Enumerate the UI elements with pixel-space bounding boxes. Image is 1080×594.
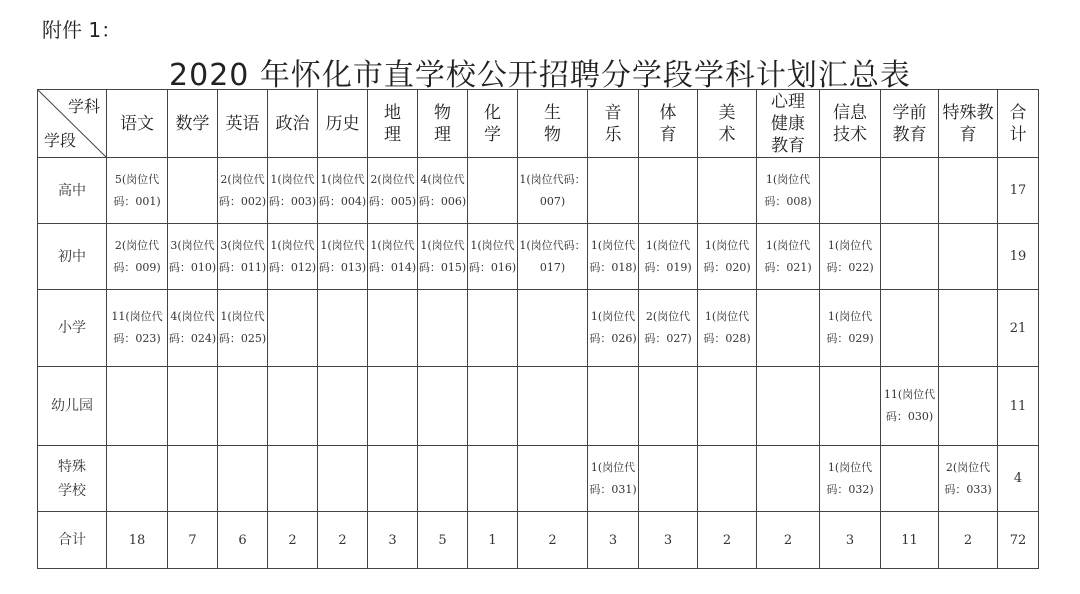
quota-cell: 1(岗位代码：020) — [698, 224, 757, 290]
column-header: 合 计 — [998, 90, 1039, 158]
row-label: 合计 — [38, 512, 107, 569]
column-header: 语文 — [107, 90, 168, 158]
column-header: 生 物 — [518, 90, 588, 158]
column-total-cell: 3 — [588, 512, 639, 569]
quota-cell — [939, 367, 998, 446]
quota-cell: 1(岗位代码：016) — [468, 224, 518, 290]
column-total-cell: 7 — [168, 512, 218, 569]
column-header: 化 学 — [468, 90, 518, 158]
quota-cell — [468, 446, 518, 512]
quota-cell: 1(岗位代码：032) — [820, 446, 881, 512]
quota-cell: 2(岗位代码：033) — [939, 446, 998, 512]
quota-cell — [588, 158, 639, 224]
quota-cell: 2(岗位代码：005) — [368, 158, 418, 224]
row-total-cell: 21 — [998, 290, 1039, 367]
quota-cell — [268, 367, 318, 446]
column-total-cell: 2 — [318, 512, 368, 569]
quota-cell: 1(岗位代码：012) — [268, 224, 318, 290]
row-label: 幼儿园 — [38, 367, 107, 446]
quota-cell — [518, 290, 588, 367]
quota-cell: 3(岗位代码：011) — [218, 224, 268, 290]
quota-cell — [757, 446, 820, 512]
column-total-cell: 11 — [881, 512, 939, 569]
quota-cell — [368, 367, 418, 446]
quota-cell — [757, 290, 820, 367]
quota-cell — [639, 367, 698, 446]
page-title: 2020 年怀化市直学校公开招聘分学段学科计划汇总表 — [169, 58, 911, 93]
column-header: 物 理 — [418, 90, 468, 158]
quota-cell — [418, 290, 468, 367]
quota-cell: 1(岗位代码：003) — [268, 158, 318, 224]
quota-cell — [518, 367, 588, 446]
quota-cell — [939, 290, 998, 367]
quota-cell — [218, 367, 268, 446]
quota-cell: 1(岗位代码：013) — [318, 224, 368, 290]
quota-cell: 11(岗位代码：030) — [881, 367, 939, 446]
column-header: 信息 技术 — [820, 90, 881, 158]
quota-cell — [168, 446, 218, 512]
table-row — [38, 446, 1039, 512]
table-row — [38, 512, 1039, 569]
column-header: 美 术 — [698, 90, 757, 158]
column-total-cell: 2 — [268, 512, 318, 569]
column-header: 历史 — [318, 90, 368, 158]
column-header: 英语 — [218, 90, 268, 158]
quota-cell — [107, 367, 168, 446]
quota-cell — [518, 446, 588, 512]
quota-cell: 1(岗位代码：004) — [318, 158, 368, 224]
quota-cell: 1(岗位代码：022) — [820, 224, 881, 290]
quota-cell — [881, 446, 939, 512]
quota-cell: 1(岗位代码：021) — [757, 224, 820, 290]
row-total-cell: 17 — [998, 158, 1039, 224]
quota-cell — [881, 224, 939, 290]
quota-cell: 11(岗位代码：023) — [107, 290, 168, 367]
quota-cell — [107, 446, 168, 512]
column-total-cell: 2 — [698, 512, 757, 569]
column-total-cell: 3 — [820, 512, 881, 569]
quota-cell — [468, 367, 518, 446]
row-total-cell: 4 — [998, 446, 1039, 512]
table-row — [38, 290, 1039, 367]
table-row — [38, 367, 1039, 446]
quota-cell: 1(岗位代码：008) — [757, 158, 820, 224]
column-total-cell: 2 — [939, 512, 998, 569]
column-header: 学前 教育 — [881, 90, 939, 158]
quota-cell: 4(岗位代码：006) — [418, 158, 468, 224]
plan-table — [37, 89, 1039, 569]
column-header: 心理 健康 教育 — [757, 90, 820, 158]
quota-cell — [698, 158, 757, 224]
quota-cell: 1(岗位代码：026) — [588, 290, 639, 367]
quota-cell: 1(岗位代码：029) — [820, 290, 881, 367]
column-total-cell: 72 — [998, 512, 1039, 569]
table-row — [38, 224, 1039, 290]
quota-cell: 2(岗位代码：009) — [107, 224, 168, 290]
quota-cell: 5(岗位代码：001) — [107, 158, 168, 224]
quota-cell: 1(岗位代码：019) — [639, 224, 698, 290]
row-label: 高中 — [38, 158, 107, 224]
column-total-cell: 3 — [368, 512, 418, 569]
column-total-cell: 5 — [418, 512, 468, 569]
quota-cell — [318, 290, 368, 367]
quota-cell — [168, 367, 218, 446]
column-total-cell: 2 — [757, 512, 820, 569]
row-total-cell: 11 — [998, 367, 1039, 446]
column-total-cell: 6 — [218, 512, 268, 569]
quota-cell — [639, 446, 698, 512]
quota-cell — [218, 446, 268, 512]
row-label: 初中 — [38, 224, 107, 290]
quota-cell — [468, 158, 518, 224]
column-header: 音 乐 — [588, 90, 639, 158]
quota-cell: 1(岗位代码：018) — [588, 224, 639, 290]
row-label: 小学 — [38, 290, 107, 367]
quota-cell — [698, 446, 757, 512]
column-total-cell: 1 — [468, 512, 518, 569]
quota-cell: 1(岗位代码：025) — [218, 290, 268, 367]
quota-cell: 2(岗位代码：027) — [639, 290, 698, 367]
quota-cell — [757, 367, 820, 446]
quota-cell — [881, 290, 939, 367]
table-row — [38, 158, 1039, 224]
quota-cell: 1(岗位代码：015) — [418, 224, 468, 290]
column-total-cell: 3 — [639, 512, 698, 569]
column-header: 数学 — [168, 90, 218, 158]
column-header: 特殊教 育 — [939, 90, 998, 158]
column-total-cell: 2 — [518, 512, 588, 569]
quota-cell — [820, 158, 881, 224]
quota-cell — [318, 367, 368, 446]
quota-cell — [939, 158, 998, 224]
header-row — [38, 90, 1039, 158]
quota-cell — [698, 367, 757, 446]
quota-cell — [268, 446, 318, 512]
quota-cell — [468, 290, 518, 367]
quota-cell — [639, 158, 698, 224]
column-header: 地 理 — [368, 90, 418, 158]
quota-cell: 4(岗位代码：024) — [168, 290, 218, 367]
corner-cell — [38, 90, 107, 158]
quota-cell: 1(岗位代码：007) — [518, 158, 588, 224]
column-header: 政治 — [268, 90, 318, 158]
quota-cell: 1(岗位代码：028) — [698, 290, 757, 367]
column-total-cell: 18 — [107, 512, 168, 569]
quota-cell — [418, 367, 468, 446]
quota-cell — [368, 290, 418, 367]
corner-stage-label: 学段 — [44, 131, 77, 150]
column-header: 体 育 — [639, 90, 698, 158]
quota-cell: 1(岗位代码：014) — [368, 224, 418, 290]
quota-cell: 3(岗位代码：010) — [168, 224, 218, 290]
attachment-label: 附件 1： — [42, 18, 122, 42]
quota-cell — [881, 158, 939, 224]
quota-cell — [939, 224, 998, 290]
quota-cell — [268, 290, 318, 367]
quota-cell: 1(岗位代码：017) — [518, 224, 588, 290]
quota-cell: 2(岗位代码：002) — [218, 158, 268, 224]
quota-cell — [318, 446, 368, 512]
row-total-cell: 19 — [998, 224, 1039, 290]
row-label: 特殊 学校 — [38, 446, 107, 512]
corner-subject-label: 学科 — [67, 97, 100, 116]
quota-cell — [368, 446, 418, 512]
quota-cell: 1(岗位代码：031) — [588, 446, 639, 512]
quota-cell — [820, 367, 881, 446]
quota-cell — [588, 367, 639, 446]
quota-cell — [418, 446, 468, 512]
quota-cell — [168, 158, 218, 224]
